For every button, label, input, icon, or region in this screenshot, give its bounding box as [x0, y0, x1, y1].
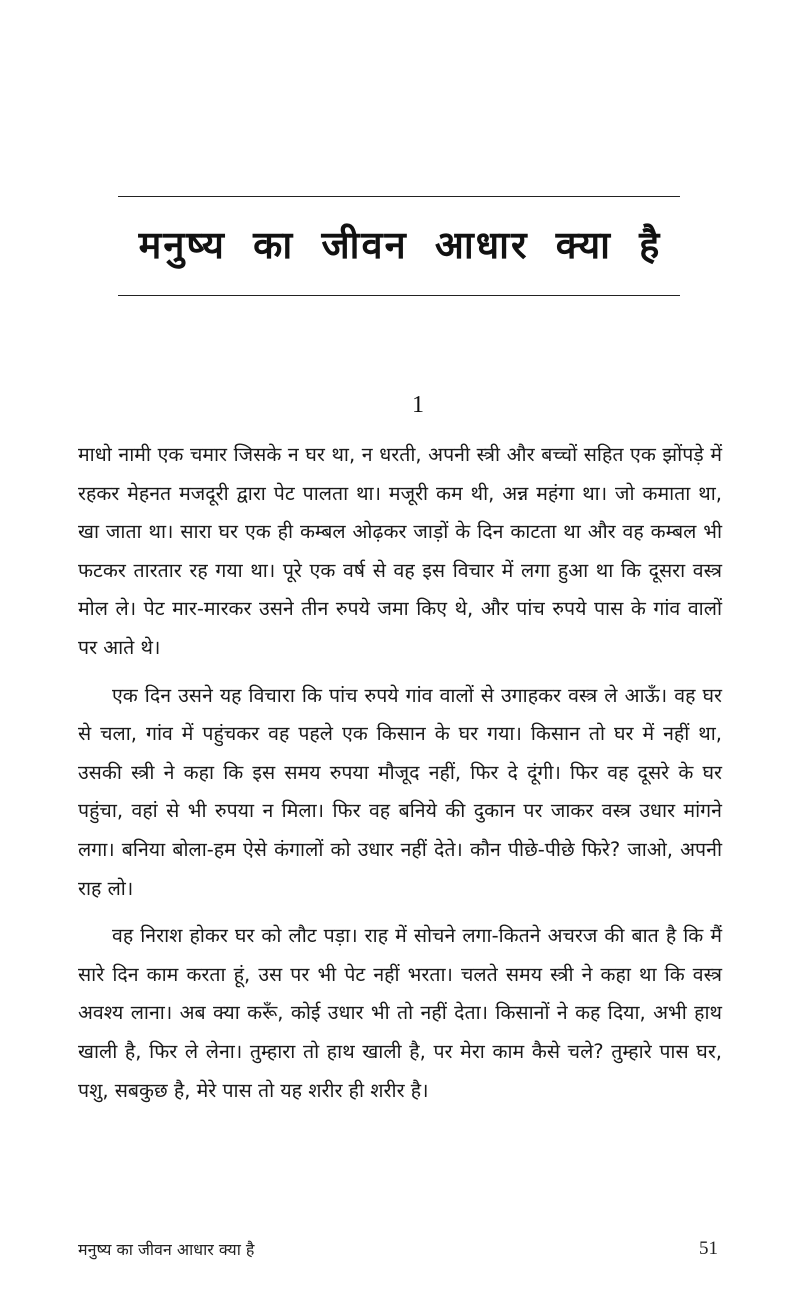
body-text: [78, 436, 722, 1119]
page-footer: [78, 1238, 722, 1268]
paragraph-3: वह निराश होकर घर को लौट पड़ा। राह में सोचने लगा-कितने अचरज की बात है कि मैं सारे दिन काम करता हूं, उस पर भी पेट नहीं भरता। चलते समय स्त्री ने कहा था कि वस्त्र अवश्य लाना। अब क्या करूँ, कोई उधार भी तो नहीं देता। किसानों ने कह दिया, अभी हाथ खाली है, फिर ले लेना। तुम्हारा तो हाथ खाली है, पर मेरा काम कैसे चले? तुम्हारे पास घर, पशु, सबकुछ है, मेरे पास तो यह शरीर ही शरीर है।: [78, 924, 722, 1102]
running-title: मनुष्य का जीवन आधार क्या है: [78, 1240, 255, 1259]
paragraph-2: एक दिन उसने यह विचारा कि पांच रुपये गांव वालों से उगाहकर वस्त्र ले आऊँ। वह घर से चला, गांव में पहुंचकर वह पहले एक किसान के घर गया। किसान तो घर में नहीं था, उसकी स्त्री ने कहा कि इस समय रुपया मौजूद नहीं, फिर दे दूंगी। फिर वह दूसरे के घर पहुंचा, वहां से भी रुपया न मिला। फिर वह बनिये की दुकान पर जाकर वस्त्र उधार मांगने लगा। बनिया बोला-हम ऐसे कंगालों को उधार नहीं देते। कौन पीछे-पीछे फिरे? जाओ, अपनी राह लो।: [78, 683, 722, 900]
title-bottom-rule: [118, 295, 680, 296]
chapter-title: मनुष्य का जीवन आधार क्या है: [138, 223, 662, 267]
title-top-rule: [118, 196, 680, 197]
page-number: 51: [699, 1238, 718, 1259]
section-number: 1: [412, 392, 424, 418]
paragraph-1: माधो नामी एक चमार जिसके न घर था, न धरती, अपनी स्त्री और बच्चों सहित एक झोंपड़े में रहकर मेहनत मजदूरी द्वारा पेट पालता था। मजूरी कम थी, अन्न महंगा था। जो कमाता था, खा जाता था। सारा घर एक ही कम्बल ओढ़कर जाड़ों के दिन काटता था और वह कम्बल भी फटकर तारतार रह गया था। पूरे एक वर्ष से वह इस विचार में लगा हुआ था कि दूसरा वस्त्र मोल ले। पेट मार-मारकर उसने तीन रुपये जमा किए थे, और पांच रुपये पास के गांव वालों पर आते थे।: [78, 443, 722, 659]
